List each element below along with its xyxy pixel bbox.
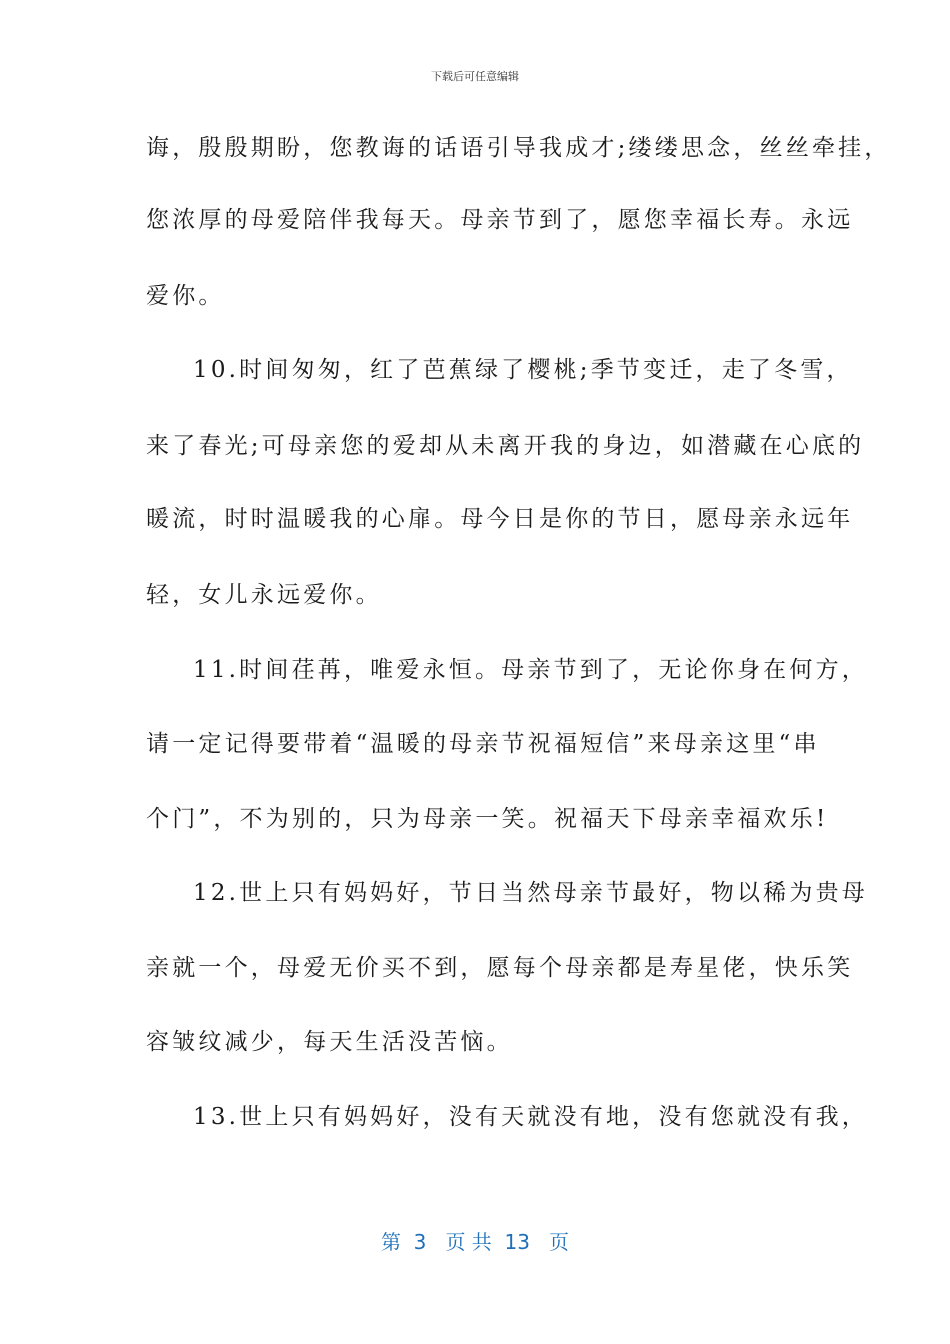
body-line: 13.世上只有妈妈好，没有天就没有地，没有您就没有我， (193, 1104, 868, 1130)
body-line: 来了春光;可母亲您的爱却从未离开我的身边，如潜藏在心底的 (146, 433, 865, 459)
page-number: 第 3 页 共 13 页 (380, 1230, 570, 1254)
body-line: 12.世上只有妈妈好，节日当然母亲节最好，物以稀为贵母 (193, 880, 868, 906)
body-line: 个门”，不为别的，只为母亲一笑。祝福天下母亲幸福欢乐! (146, 806, 829, 832)
body-line: 爱你。 (146, 283, 225, 309)
body-line: 容皱纹减少，每天生活没苦恼。 (146, 1029, 513, 1055)
body-line: 10.时间匆匆，红了芭蕉绿了樱桃;季节变迁，走了冬雪， (193, 357, 853, 383)
body-line: 请一定记得要带着“温暖的母亲节祝福短信”来母亲这里“串 (146, 731, 820, 757)
body-line: 轻，女儿永远爱你。 (146, 582, 382, 608)
body-line: 您浓厚的母爱陪伴我每天。母亲节到了，愿您幸福长寿。永远 (146, 207, 854, 233)
body-line: 11.时间荏苒，唯爱永恒。母亲节到了，无论你身在何方， (193, 657, 868, 683)
body-line: 亲就一个，母爱无价买不到，愿每个母亲都是寿星佬，快乐笑 (146, 955, 854, 981)
body-line: 诲，殷殷期盼，您教诲的话语引导我成才;缕缕思念，丝丝牵挂， (146, 135, 891, 161)
header-note: 下载后可任意编辑 (431, 70, 519, 83)
body-line: 暖流，时时温暖我的心扉。母今日是你的节日，愿母亲永远年 (146, 506, 854, 532)
